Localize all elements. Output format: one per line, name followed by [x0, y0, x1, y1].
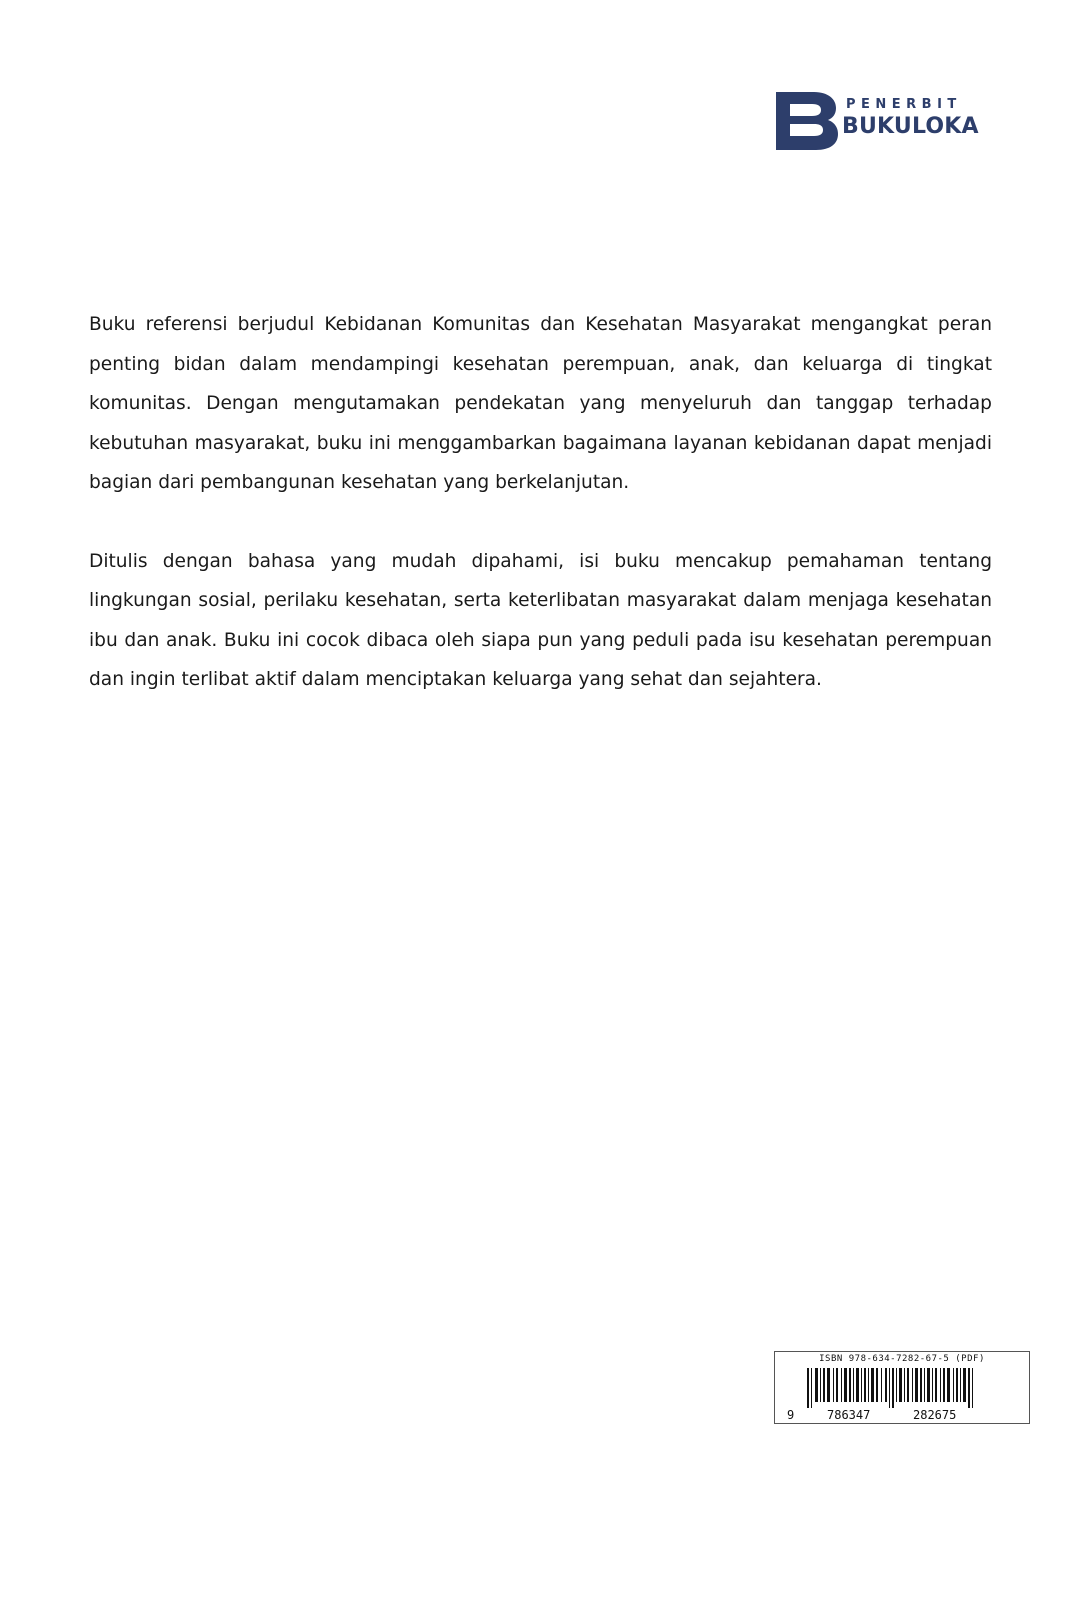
- book-description: [89, 305, 992, 739]
- barcode-left-digits: 786347: [827, 1408, 871, 1422]
- isbn-barcode: [774, 1351, 1030, 1424]
- publisher-b-mark-icon: [776, 92, 838, 150]
- barcode-bars-icon: [807, 1368, 987, 1408]
- description-paragraph-2: Ditulis dengan bahasa yang mudah dipahami, isi buku mencakup pemahaman tentang lingkungan sosial, perilaku kesehatan, serta keterlibatan masyarakat dalam menjaga kesehatan ibu dan anak. Buku ini cocok dibaca oleh siapa pun yang peduli pada isu kesehatan perempuan dan ingin terlibat aktif dalam menciptakan keluarga yang sehat dan sejahtera.: [89, 550, 992, 690]
- barcode-right-digits: 282675: [913, 1408, 957, 1422]
- publisher-logo: [776, 92, 998, 152]
- barcode-first-digit: 9: [787, 1408, 795, 1422]
- isbn-label: ISBN 978-634-7282-67-5 (PDF): [819, 1354, 985, 1364]
- description-paragraph-1: Buku referensi berjudul Kebidanan Komunitas dan Kesehatan Masyarakat mengangkat peran penting bidan dalam mendampingi kesehatan perempuan, anak, dan keluarga di tingkat komunitas. Dengan mengutamakan pendekatan yang menyeluruh dan tanggap terhadap kebutuhan masyarakat, buku ini menggambarkan bagaimana layanan kebidanan dapat menjadi bagian dari pembangunan kesehatan yang berkelanjutan.: [89, 314, 992, 493]
- publisher-label: PENERBIT: [846, 97, 962, 112]
- publisher-name: BUKULOKA: [842, 114, 979, 139]
